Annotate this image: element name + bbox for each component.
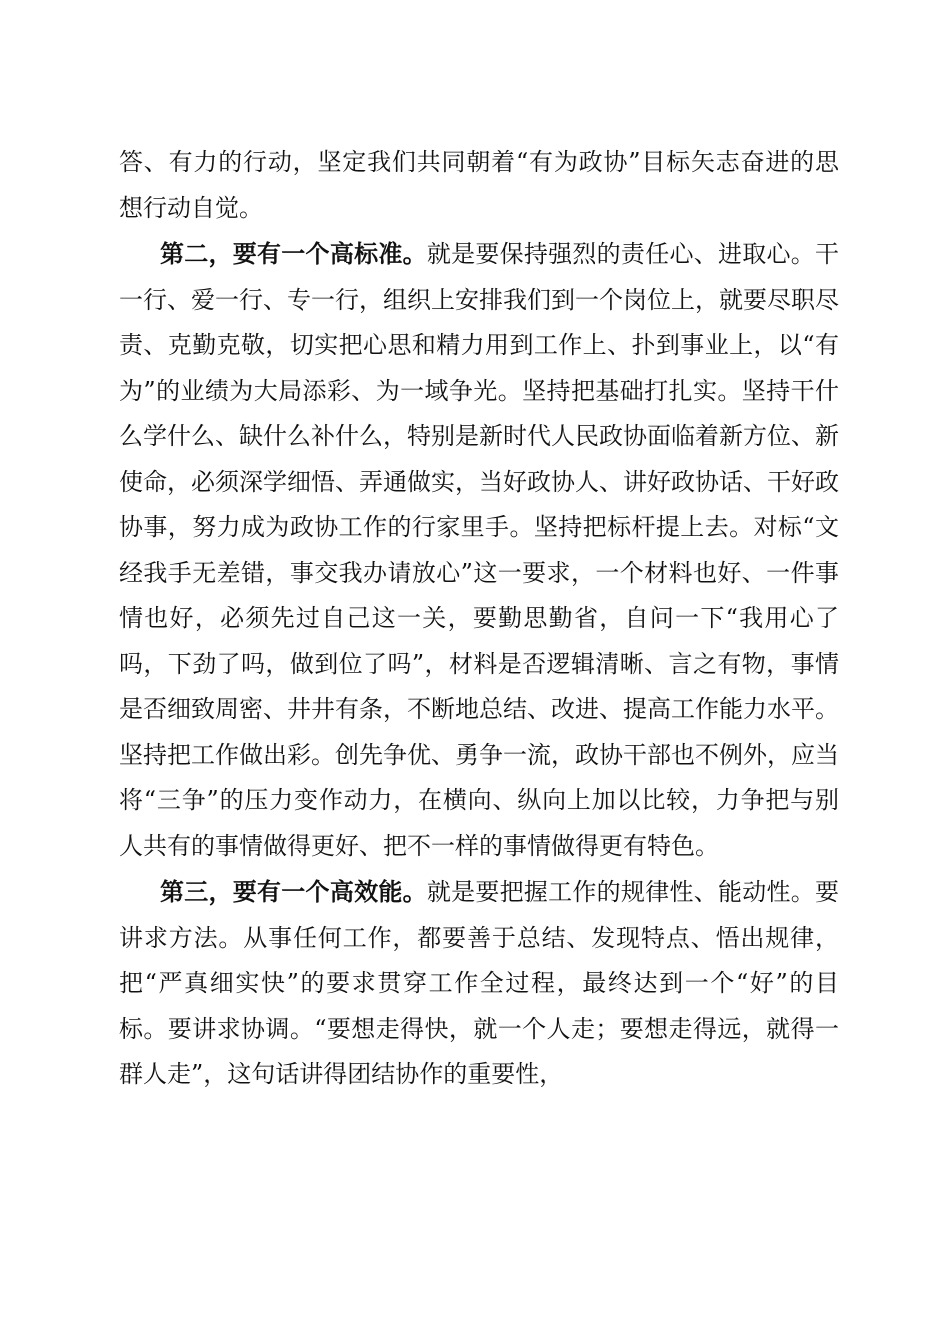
document-body bbox=[119, 140, 839, 1098]
paragraph-text: 答、有力的行动，坚定我们共同朝着“有为政协”目标矢志奋进的思想行动自觉。 bbox=[119, 148, 839, 222]
paragraph-continuation bbox=[119, 140, 839, 231]
paragraph-heading: 第二，要有一个高标准。 bbox=[160, 239, 427, 268]
paragraph-text: 就是要保持强烈的责任心、进取心。干一行、爱一行、专一行，组织上安排我们到一个岗位上，就要尽职尽责、克勤克敬，切实把心思和精力用到工作上、扑到事业上，以“有为”的业绩为大局添彩、为一域争光。坚持把基础打扎实。坚持干什么学什么、缺什么补什么，特别是新时代人民政协面临着新方位、新使命，必须深学细悟、弄通做实，当好政协人、讲好政协话、干好政协事，努力成为政协工作的行家里手。坚持把标杆提上去。对标“文经我手无差错，事交我办请放心”这一要求，一个材料也好、一件事情也好，必须先过自己这一关，要勤思勤省，自问一下“我用心了吗，下劲了吗，做到位了吗”，材料是否逻辑清晰、言之有物，事情是否细致周密、井井有条，不断地总结、改进、提高工作能力水平。坚持把工作做出彩。创先争优、勇争一流，政协干部也不例外，应当将“三争”的压力变作动力，在横向、纵向上加以比较，力争把与别人共有的事情做得更好、把不一样的事情做得更有特色。 bbox=[119, 240, 840, 860]
paragraph-second-point bbox=[119, 231, 839, 869]
paragraph-third-point bbox=[119, 869, 839, 1098]
paragraph-text: 就是要把握工作的规律性、能动性。要讲求方法。从事任何工作，都要善于总结、发现特点、悟出规律，把“严真细实快”的要求贯穿工作全过程，最终达到一个“好”的目标。要讲求协调。“要想走得快，就一个人走；要想走得远，就得一群人走”，这句话讲得团结协作的重要性， bbox=[119, 878, 840, 1088]
paragraph-heading: 第三，要有一个高效能。 bbox=[160, 877, 427, 906]
